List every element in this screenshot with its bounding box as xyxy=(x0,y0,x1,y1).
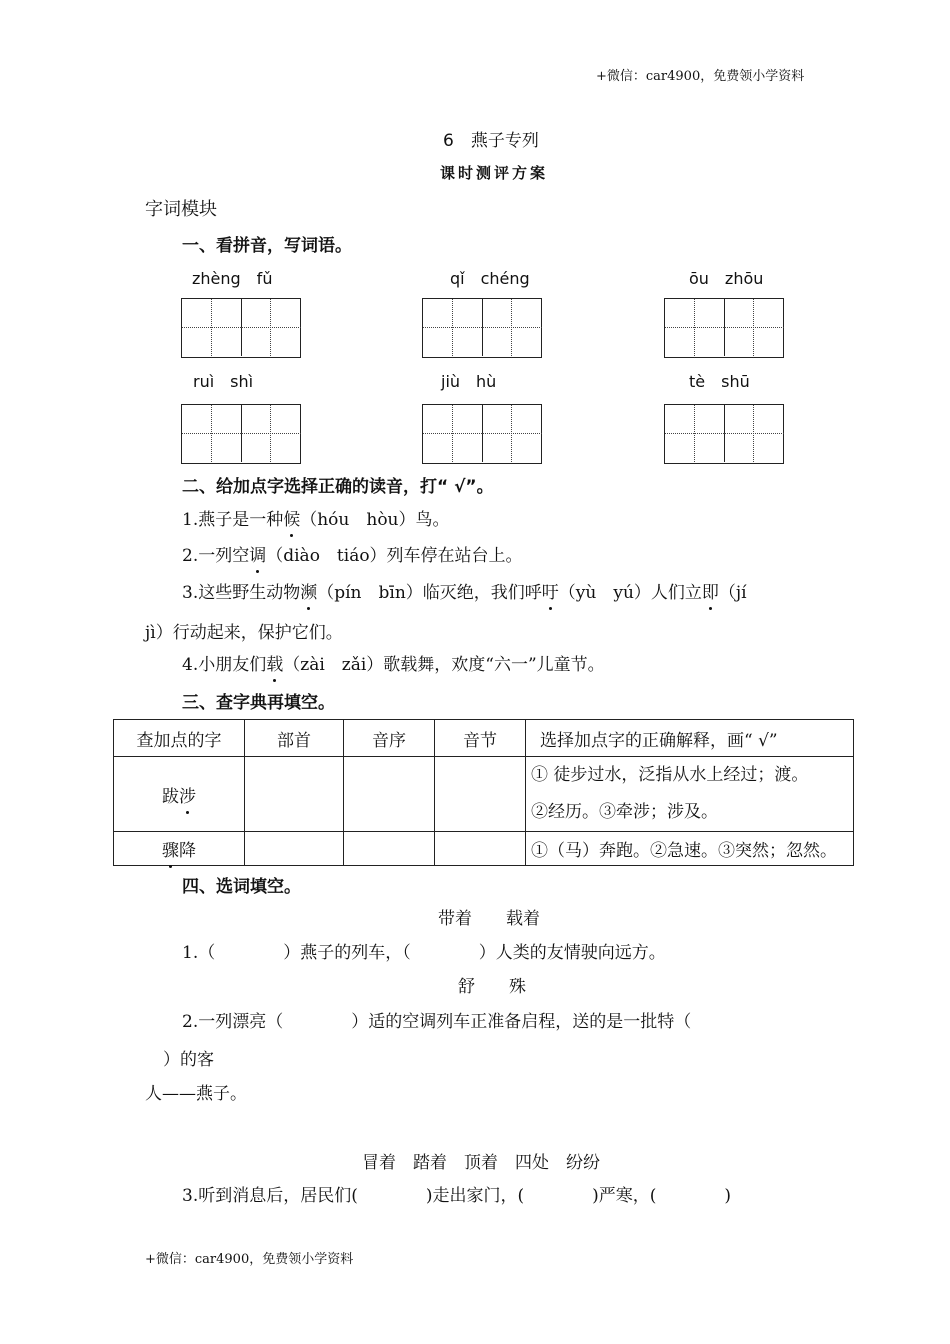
question-4-2-cont2: 人——燕子。 xyxy=(145,1084,247,1104)
section1-heading: 一、看拼音，写词语。 xyxy=(182,236,352,256)
pinyin-6: tè shū xyxy=(689,372,750,391)
pinyin-3: ōu zhōu xyxy=(689,269,764,288)
question-2-3-cont: jì）行动起来，保护它们。 xyxy=(145,623,343,643)
table-header: 查加点的字 xyxy=(114,720,245,757)
table-cell-explanation: ① 徒步过水，泛指从水上经过；渡。 ②经历。③牵涉；涉及。 xyxy=(526,757,854,832)
pinyin-2: qǐ chéng xyxy=(450,269,530,288)
question-4-2: 2.一列漂亮（ ）适的空调列车正准备启程，送的是一批特（ xyxy=(182,1012,692,1032)
table-cell-blank[interactable] xyxy=(344,832,435,866)
table-header: 选择加点字的正确解释，画“ √” xyxy=(526,720,854,757)
question-2-1: 1.燕子是一种候（hóu hòu）鸟。 xyxy=(182,505,450,530)
dotted-char: 载 xyxy=(266,650,283,675)
table-header: 音序 xyxy=(344,720,435,757)
table-cell-blank[interactable] xyxy=(245,757,344,832)
word-options-3: 冒着 踏着 顶着 四处 纷纷 xyxy=(362,1153,600,1173)
word-options-2: 舒 殊 xyxy=(458,977,526,997)
pinyin-4: ruì shì xyxy=(193,372,254,391)
table-cell-blank[interactable] xyxy=(435,757,526,832)
tianzige-box[interactable] xyxy=(422,404,542,464)
dotted-char: 即 xyxy=(702,578,719,603)
table-cell-blank[interactable] xyxy=(245,832,344,866)
section3-heading: 三、查字典再填空。 xyxy=(182,693,335,713)
page-subtitle: 课时测评方案 xyxy=(440,164,549,182)
section2-heading: 二、给加点字选择正确的读音，打“ √”。 xyxy=(182,477,494,497)
table-header: 音节 xyxy=(435,720,526,757)
tianzige-box[interactable] xyxy=(181,298,301,358)
table-cell-word: 跋涉 xyxy=(114,757,245,832)
dictionary-table xyxy=(113,719,854,866)
module-heading: 字词模块 xyxy=(145,199,217,220)
question-2-3: 3.这些野生动物濒（pín bīn）临灭绝，我们呼吁（yù yú）人们立即（jí xyxy=(182,578,747,603)
tianzige-box[interactable] xyxy=(664,404,784,464)
table-cell-word: 骤降 xyxy=(114,832,245,866)
question-4-3: 3.听到消息后，居民们( )走出家门，( )严寒，( ) xyxy=(182,1186,732,1206)
question-2-2: 2.一列空调（diào tiáo）列车停在站台上。 xyxy=(182,541,523,566)
dotted-char: 骤 xyxy=(162,836,179,861)
dotted-char: 涉 xyxy=(179,782,196,807)
word-options-1: 带着 载着 xyxy=(438,909,540,929)
tianzige-box[interactable] xyxy=(664,298,784,358)
question-4-1: 1.（ ）燕子的列车，（ ）人类的友情驶向远方。 xyxy=(182,943,666,963)
dotted-char: 调 xyxy=(249,541,266,566)
dotted-char: 候 xyxy=(283,505,300,530)
question-2-4: 4.小朋友们载（zài zǎi）歌载舞，欢度“六一”儿童节。 xyxy=(182,650,605,675)
table-cell-blank[interactable] xyxy=(435,832,526,866)
watermark-top: +微信：car4900，免费领小学资料 xyxy=(596,69,805,84)
table-cell-explanation: ①（马）奔跑。②急速。③突然；忽然。 xyxy=(526,832,854,866)
watermark-bottom: +微信：car4900，免费领小学资料 xyxy=(145,1252,354,1267)
tianzige-box[interactable] xyxy=(422,298,542,358)
pinyin-5: jiù hù xyxy=(441,372,497,391)
dotted-char: 吁 xyxy=(542,578,559,603)
pinyin-1: zhèng fǔ xyxy=(192,269,273,288)
question-4-2-cont: ）的客 xyxy=(163,1050,214,1070)
section4-heading: 四、选词填空。 xyxy=(182,877,301,897)
table-cell-blank[interactable] xyxy=(344,757,435,832)
dotted-char: 濒 xyxy=(300,578,317,603)
page-title: 6 燕子专列 xyxy=(443,131,539,151)
tianzige-box[interactable] xyxy=(181,404,301,464)
table-header: 部首 xyxy=(245,720,344,757)
